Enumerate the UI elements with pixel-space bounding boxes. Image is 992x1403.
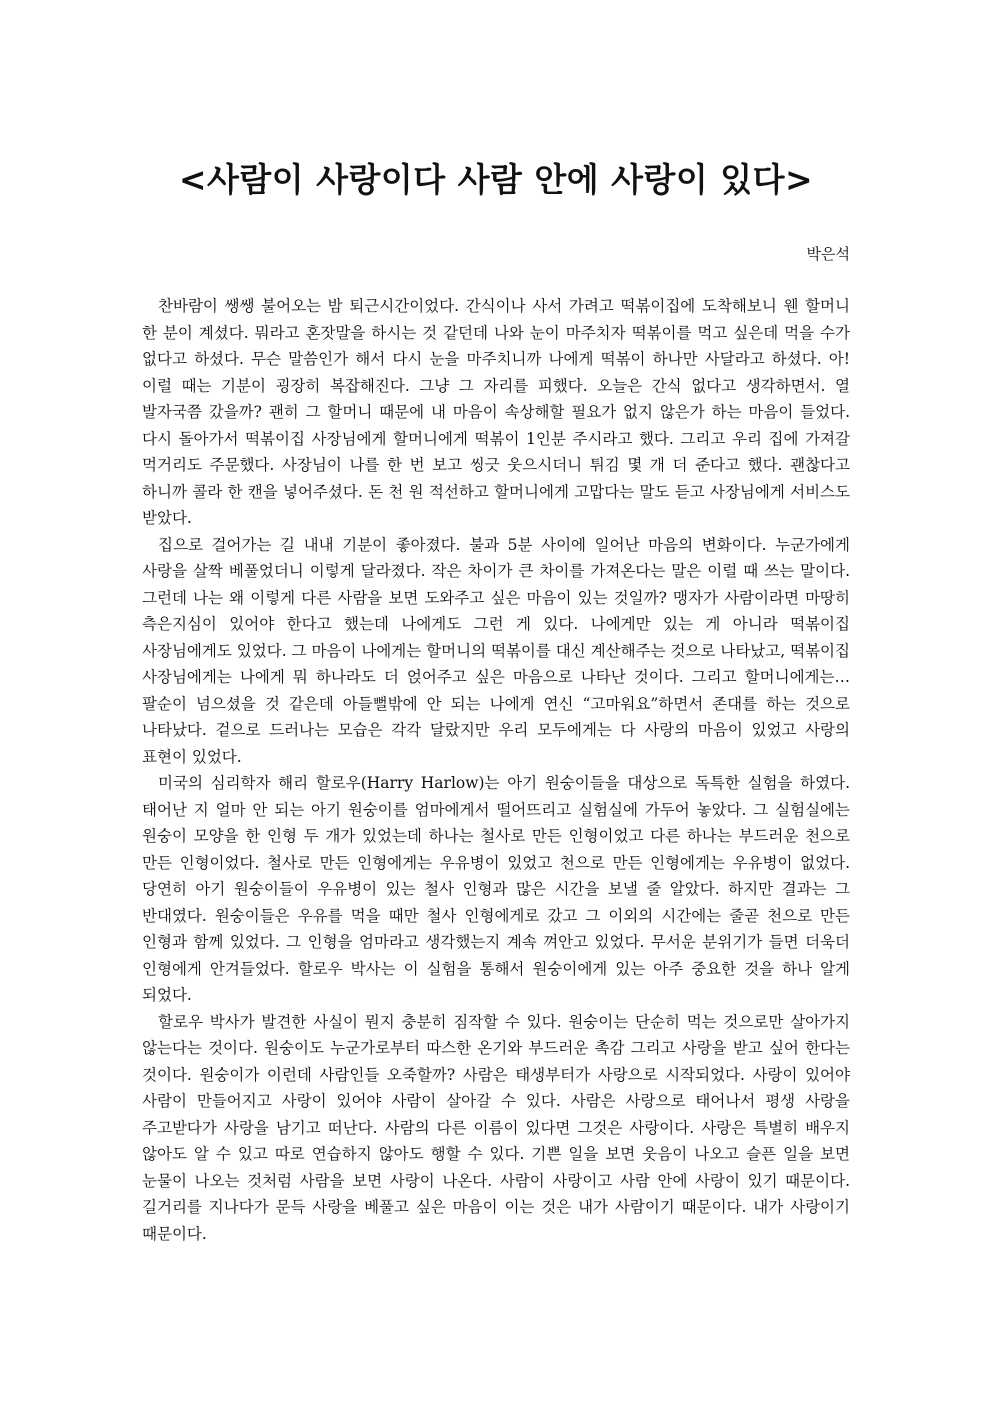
paragraph-1: 찬바람이 쌩쌩 불어오는 밤 퇴근시간이었다. 간식이나 사서 가려고 떡볶이집에 도착해보니 웬 할머니 한 분이 계셨다. 뭐라고 혼잣말을 하시는 것 같던데 나와 눈이 마주치자 떡볶이를 먹고 싶은데 먹을 수가 없다고 하셨다. 무슨 말씀인가 해서 다시 눈을 마주치니까 나에게 떡볶이 하나만 사달라고 하셨다. 아! 이럴 때는 기분이 굉장히 복잡해진다. 그냥 그 자리를 피했다. 오늘은 간식 없다고 생각하면서. 열 발자국쯤 갔을까? 괜히 그 할머니 때문에 내 마음이 속상해할 필요가 없지 않은가 하는 마음이 들었다. 다시 돌아가서 떡볶이집 사장님에게 할머니에게 떡볶이 1인분 주시라고 했다. 그리고 우리 집에 가져갈 먹거리도 주문했다. 사장님이 나를 한 번 보고 씽긋 웃으시더니 튀김 몇 개 더 준다고 했다. 괜찮다고 하니까 콜라 한 캔을 넣어주셨다. 돈 천 원 적선하고 할머니에게 고맙다는 말도 듣고 사장님에게 서비스도 받았다. (142, 297, 850, 527)
author-name: 박은석 (806, 245, 850, 263)
paragraph-4: 할로우 박사가 발견한 사실이 뭔지 충분히 짐작할 수 있다. 원숭이는 단순히 먹는 것으로만 살아가지 않는다는 것이다. 원숭이도 누군가로부터 따스한 온기와 부드러운 촉감 그리고 사랑을 받고 싶어 한다는 것이다. 원숭이가 이런데 사람인들 오죽할까? 사람은 태생부터가 사랑으로 시작되었다. 사랑이 있어야 사람이 만들어지고 사랑이 있어야 사람이 살아갈 수 있다. 사람은 사랑으로 태어나서 평생 사랑을 주고받다가 사랑을 남기고 떠난다. 사람의 다른 이름이 있다면 그것은 사랑이다. 사랑은 특별히 배우지 않아도 알 수 있고 따로 연습하지 않아도 행할 수 있다. 기쁜 일을 보면 웃음이 나오고 슬픈 일을 보면 눈물이 나오는 것처럼 사람을 보면 사랑이 나온다. 사람이 사랑이고 사람 안에 사랑이 있기 때문이다. 길거리를 지나다가 문득 사랑을 베풀고 싶은 마음이 이는 것은 내가 사람이기 때문이다. 내가 사랑이기 때문이다. (142, 1012, 850, 1243)
document-title: <사람이 사랑이다 사람 안에 사랑이 있다> (178, 160, 814, 199)
essay-body (142, 293, 850, 1247)
paragraph-3: 미국의 심리학자 해리 할로우(Harry Harlow)는 아기 원숭이들을 대상으로 독특한 실험을 하였다. 태어난 지 얼마 안 되는 아기 원숭이를 엄마에게서 떨어뜨리고 실험실에 가두어 놓았다. 그 실험실에는 원숭이 모양을 한 인형 두 개가 있었는데 하나는 철사로 만든 인형이었고 다른 하나는 부드러운 천으로 만든 인형이었다. 철사로 만든 인형에게는 우유병이 있었고 천으로 만든 인형에게는 우유병이 없었다. 당연히 아기 원숭이들이 우유병이 있는 철사 인형과 많은 시간을 보낼 줄 알았다. 하지만 결과는 그 반대였다. 원숭이들은 우유를 먹을 때만 철사 인형에게로 갔고 그 이외의 시간에는 줄곧 천으로 만든 인형과 함께 있었다. 그 인형을 엄마라고 생각했는지 계속 껴안고 있었다. 무서운 분위기가 들면 더욱더 인형에게 안겨들었다. 할로우 박사는 이 실험을 통해서 원숭이에게 있는 아주 중요한 것을 하나 알게 되었다. (142, 774, 850, 1004)
paragraph-2: 집으로 걸어가는 길 내내 기분이 좋아졌다. 불과 5분 사이에 일어난 마음의 변화이다. 누군가에게 사랑을 살짝 베풀었더니 이렇게 달라졌다. 작은 차이가 큰 차이를 가져온다는 말은 이럴 때 쓰는 말이다. 그런데 나는 왜 이렇게 다른 사람을 보면 도와주고 싶은 마음이 있는 것일까? 맹자가 사람이라면 마땅히 측은지심이 있어야 한다고 했는데 나에게도 그런 게 있다. 나에게만 있는 게 아니라 떡볶이집 사장님에게도 있었다. 그 마음이 나에게는 할머니의 떡볶이를 대신 계산해주는 것으로 나타났고, 떡볶이집 사장님에게는 나에게 뭐 하나라도 더 얹어주고 싶은 마음으로 나타난 것이다. 그리고 할머니에게는… 팔순이 넘으셨을 것 같은데 아들뻘밖에 안 되는 나에게 연신 “고마워요”하면서 존대를 하는 것으로 나타났다. 겉으로 드러나는 모습은 각각 달랐지만 우리 모두에게는 다 사랑의 마음이 있었고 사랑의 표현이 있었다. (142, 535, 850, 766)
